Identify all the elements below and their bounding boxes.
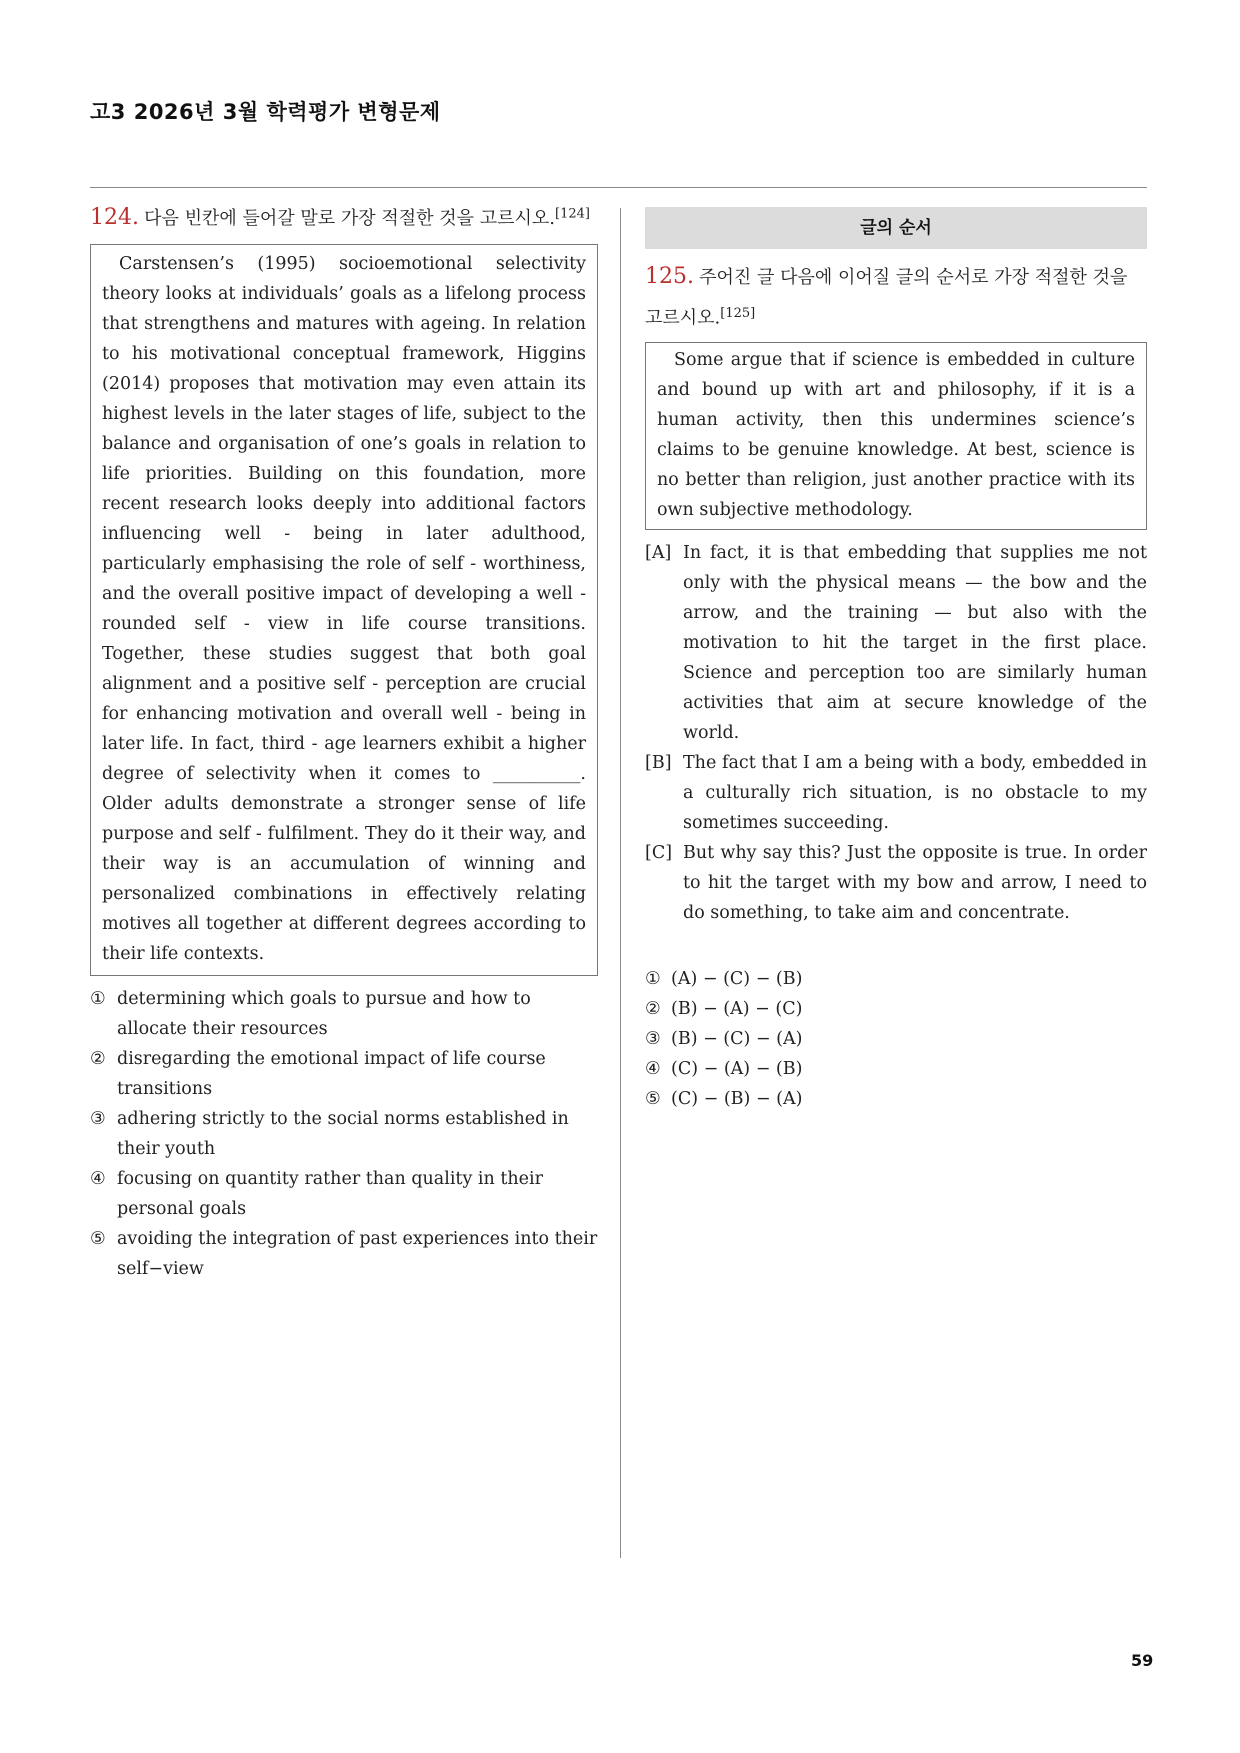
question-ref: [124] xyxy=(555,206,590,222)
option-mark: ④ xyxy=(90,1169,106,1189)
question-124 xyxy=(90,204,598,1284)
page-header-title: 고3 2026년 3월 학력평가 변형문제 xyxy=(90,100,441,124)
paragraph-list xyxy=(645,538,1147,928)
answer-option[interactable] xyxy=(90,1224,598,1284)
paragraph-text: In fact, it is that embedding that supplies me not only with the physical means — the bow and the arrow, and the training — but also with the motivation to hit the target in the first place. Science and perception too are similarly human activities that aim at secure knowledge of the world. xyxy=(683,543,1147,744)
option-mark: ④ xyxy=(645,1059,661,1080)
question-125-heading xyxy=(645,259,1147,336)
option-text: avoiding the integration of past experiences into their self−view xyxy=(117,1229,598,1279)
answer-option[interactable] xyxy=(90,1104,598,1164)
option-mark: ⑤ xyxy=(645,1089,661,1110)
question-number: 125. xyxy=(645,264,694,289)
question-prompt: 주어진 글 다음에 이어질 글의 순서로 가장 적절한 것을 고르시오. xyxy=(645,267,1128,329)
option-text: disregarding the emotional impact of life course transitions xyxy=(117,1049,546,1099)
answer-option[interactable] xyxy=(90,984,598,1044)
answer-option[interactable] xyxy=(645,1084,1147,1114)
section-header: 글의 순서 xyxy=(645,207,1147,249)
paragraph-label: [B] xyxy=(645,753,672,774)
option-mark: ② xyxy=(645,999,661,1020)
header-rule xyxy=(90,187,1147,188)
answer-options xyxy=(645,964,1147,1114)
option-mark: ③ xyxy=(90,1109,106,1129)
paragraph-text: But why say this? Just the opposite is true. In order to hit the target with my bow and arrow, I need to do something, to take aim and concentrate. xyxy=(683,843,1147,924)
option-mark: ② xyxy=(90,1049,106,1069)
option-text: (C) − (A) − (B) xyxy=(671,1059,803,1080)
answer-option[interactable] xyxy=(645,994,1147,1024)
option-text: determining which goals to pursue and how to allocate their resources xyxy=(117,989,531,1039)
option-text: (B) − (C) − (A) xyxy=(671,1029,803,1050)
paragraph-a xyxy=(645,538,1147,748)
paragraph-label: [C] xyxy=(645,843,673,864)
paragraph-b xyxy=(645,748,1147,838)
question-124-heading xyxy=(90,204,598,230)
passage-text: Carstensen’s (1995) socioemotional selectivity theory looks at individuals’ goals as a lifelong process that strengthens and matures with ageing. In relation to his motivational conceptual framework, Higgins (2014) proposes that motivation may even attain its highest levels in the later stages of life, subject to the balance and organisation of one’s goals in relation to life priorities. Building on this foundation, more recent research looks deeply into additional factors influencing well - being in later adulthood, particularly emphasising the role of self - worthiness, and the overall positive impact of developing a well - rounded self - view in life course transitions. Together, these studies suggest that both goal alignment and a positive self - perception are crucial for enhancing motivation and overall well - being in later life. In fact, third - age learners exhibit a higher degree of selectivity when it comes to __________. Older adults demonstrate a stronger sense of life purpose and self - fulfilment. They do it their way, and their way is an accumulation of winning and personalized combinations in effectively relating motives all together at different degrees according to their life contexts. xyxy=(102,254,586,964)
answer-options xyxy=(90,984,598,1284)
option-text: (B) − (A) − (C) xyxy=(671,999,803,1020)
question-ref: [125] xyxy=(720,306,756,321)
question-125 xyxy=(645,207,1147,1114)
answer-option[interactable] xyxy=(645,1054,1147,1084)
option-text: focusing on quantity rather than quality in their personal goals xyxy=(117,1169,543,1219)
option-mark: ⑤ xyxy=(90,1229,106,1249)
answer-option[interactable] xyxy=(645,1024,1147,1054)
question-prompt: 다음 빈칸에 들어갈 말로 가장 적절한 것을 고르시오. xyxy=(144,208,555,229)
option-mark: ③ xyxy=(645,1029,661,1050)
column-divider xyxy=(620,208,621,1558)
answer-option[interactable] xyxy=(645,964,1147,994)
answer-option[interactable] xyxy=(90,1164,598,1224)
given-passage-box xyxy=(645,342,1147,530)
paragraph-c xyxy=(645,838,1147,928)
paragraph-label: [A] xyxy=(645,543,672,564)
given-passage-text: Some argue that if science is embedded in culture and bound up with art and philosophy, if it is a human activity, then this undermines science’s claims to be genuine knowledge. At best, science is no better than religion, just another practice with its own subjective methodology. xyxy=(657,350,1135,521)
page-number: 59 xyxy=(1131,1651,1154,1670)
paragraph-text: The fact that I am a being with a body, embedded in a culturally rich situation, is no obstacle to my sometimes succeeding. xyxy=(683,753,1147,834)
option-text: (C) − (B) − (A) xyxy=(671,1089,803,1110)
passage-box xyxy=(90,244,598,976)
option-mark: ① xyxy=(645,969,661,990)
option-text: (A) − (C) − (B) xyxy=(671,969,803,990)
option-text: adhering strictly to the social norms established in their youth xyxy=(117,1109,569,1159)
answer-option[interactable] xyxy=(90,1044,598,1104)
question-number: 124. xyxy=(90,205,139,230)
option-mark: ① xyxy=(90,989,106,1009)
